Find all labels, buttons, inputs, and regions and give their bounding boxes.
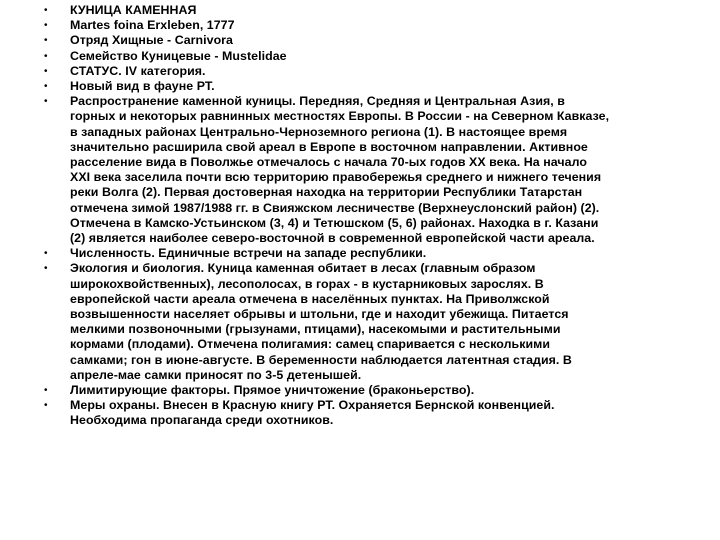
list-item bbox=[44, 18, 712, 33]
bullet-icon: • bbox=[44, 81, 48, 93]
bullet-icon: • bbox=[44, 400, 48, 412]
list-item bbox=[44, 64, 712, 79]
bullet-icon: • bbox=[44, 263, 48, 275]
item-text: СТАТУС. IV категория. bbox=[70, 63, 206, 78]
bullet-list bbox=[44, 3, 712, 429]
item-text: Распространение каменной куницы. Передняя, Средняя и Центральная Азия, в горных и некоторых равнинных местностях Европы. В России - на Северном Кавказе, в западных районах Центрально-Черноземного региона (1). В настоящее время значительно расширила свой ареал в Европе в восточном направлении. Активное расселение вида в Поволжье отмечалось с начала 70-ых годов XX века. На начало XXI века заселила почти всю территорию правобережья среднего и нижнего течения реки Волга (2). Первая достоверная находка на территории Республики Татарстан отмечена зимой 1987/1988 гг. в Свияжском лесничестве (Верхнеуслонский район) (2). Отмечена в Камско-Устьинском (3, 4) и Тетюшском (5, 6) районах. Находка в г. Казани (2) является наиболее северо-восточной в современной европейской части ареала. bbox=[70, 94, 610, 246]
list-item bbox=[44, 246, 712, 261]
item-text: Экология и биология. Куница каменная обитает в лесах (главным образом широкохвойственных), лесополосах, в горах - в кустарниковых зарослях. В европейской части ареала отмечена в населённых пунктах. На Приволжской возвышенности населяет обрывы и штольни, где и находит убежища. Питается мелкими позвоночными (грызунами, птицами), насекомыми и растительными кормами (плодами). Отмечена полигамия: самец спаривается с несколькими самками; гон в июне-августе. В беременности наблюдается латентная стадия. В апреле-мае самки приносят по 3-5 детенышей. bbox=[70, 261, 572, 382]
bullet-icon: • bbox=[44, 385, 48, 397]
item-text: Отряд Хищные - Carnivora bbox=[70, 33, 233, 48]
item-text: Новый вид в фауне РТ. bbox=[70, 79, 215, 94]
item-text: Численность. Единичные встречи на западе республики. bbox=[70, 246, 427, 261]
bullet-icon: • bbox=[44, 248, 48, 260]
bullet-icon: • bbox=[44, 65, 48, 77]
bullet-icon: • bbox=[44, 5, 48, 16]
list-item bbox=[44, 79, 712, 94]
item-text: Лимитирующие факторы. Прямое уничтожение (браконьерство). bbox=[70, 383, 475, 398]
bullet-icon: • bbox=[44, 50, 48, 62]
item-text: Меры охраны. Внесен в Красную книгу РТ. Охраняется Бернской конвенцией. Необходима пропаганда среди охотников. bbox=[70, 398, 555, 428]
list-item bbox=[44, 3, 712, 18]
list-item bbox=[44, 261, 712, 383]
list-item bbox=[44, 398, 712, 428]
bullet-icon: • bbox=[44, 35, 48, 47]
item-text: КУНИЦА КАМЕННАЯ bbox=[70, 3, 197, 17]
list-item bbox=[44, 94, 712, 246]
item-text: Семейство Куницевые - Mustelidae bbox=[70, 48, 287, 63]
item-text: Martes foina Erxleben, 1777 bbox=[70, 18, 235, 33]
list-item bbox=[44, 383, 712, 398]
bullet-icon: • bbox=[44, 96, 48, 108]
bullet-icon: • bbox=[44, 20, 48, 32]
list-item bbox=[44, 33, 712, 48]
list-item bbox=[44, 49, 712, 64]
